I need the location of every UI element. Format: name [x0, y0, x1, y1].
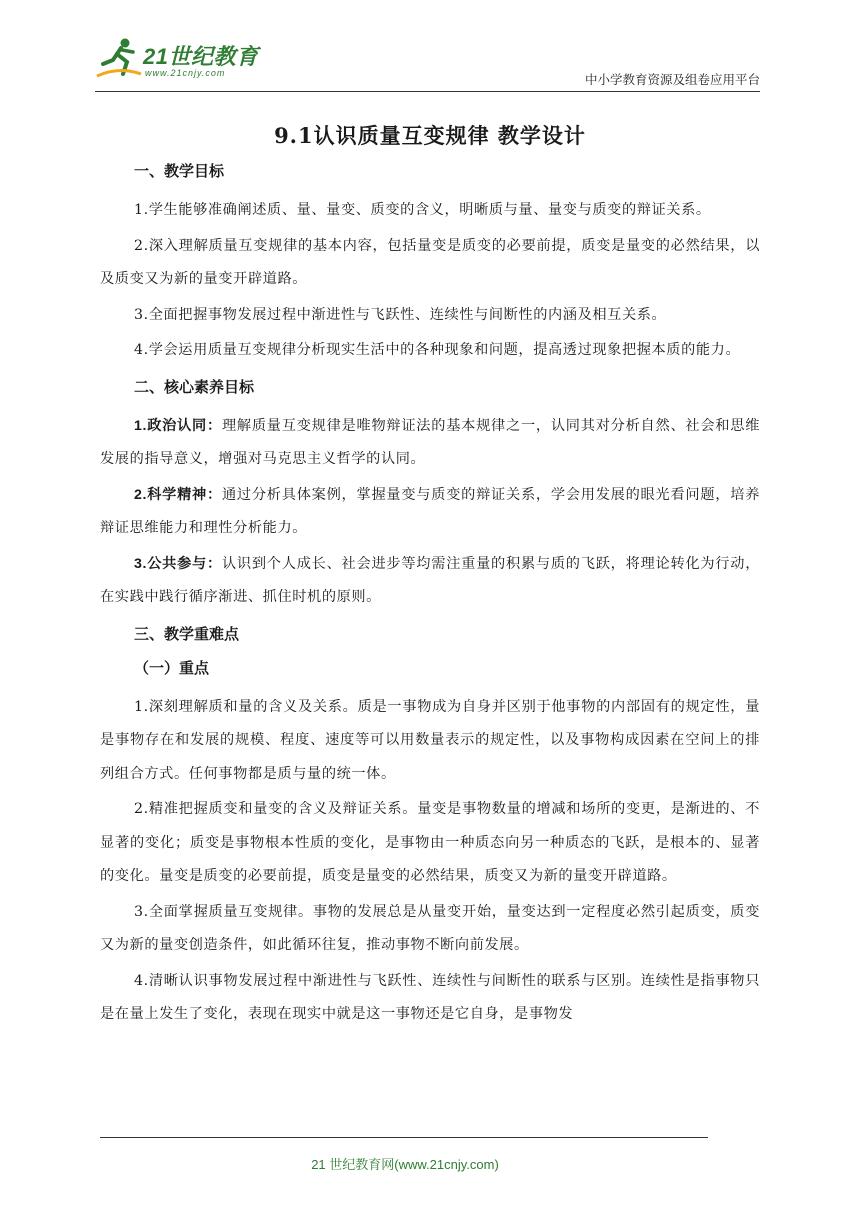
section-heading-key-points: 三、教学重难点	[134, 625, 240, 643]
paragraph: 4.学会运用质量互变规律分析现实生活中的各种现象和问题，提高透过现象把握本质的能力。	[134, 342, 741, 358]
paragraph: 2.深入理解质量互变规律的基本内容，包括量变是质变的必要前提，质变是量变的必然结果，以及质变又为新的量变开辟道路。	[100, 237, 760, 287]
paragraph: 2.精准把握质变和量变的含义及辩证关系。量变是事物数量的增减和场所的变更，是渐进的、不显著的变化；质变是事物根本性质的变化，是事物由一种质态向另一种质态的飞跃，是根本的、显著的变化。量变是质变的必要前提，质变是量变的必然结果，质变又为新的量变开辟道路。	[100, 801, 760, 884]
document-title: 9.1认识质量互变规律 教学设计	[274, 123, 586, 148]
paragraph	[100, 479, 760, 546]
paragraph: 1.学生能够准确阐述质、量、量变、质变的含义，明晰质与量、量变与质变的辩证关系。	[134, 202, 711, 218]
site-logo[interactable]	[95, 36, 265, 82]
paragraph-text: 通过分析具体案例，掌握量变与质变的辩证关系，学会用发展的眼光看问题，培养辩证思维能力和理性分析能力。	[100, 486, 760, 536]
paragraph	[100, 548, 760, 615]
logo-url: www.21cnjy.com	[145, 68, 226, 78]
header-platform-text: 中小学教育资源及组卷应用平台	[584, 73, 760, 87]
paragraph-lead: 2.科学精神：	[134, 486, 222, 503]
paragraph: 3.全面掌握质量互变规律。事物的发展总是从量变开始，量变达到一定程度必然引起质变，质变又为新的量变创造条件，如此循环往复，推动事物不断向前发展。	[100, 903, 760, 953]
logo-text: 21世纪教育	[143, 44, 259, 69]
paragraph-text: 理解质量互变规律是唯物辩证法的基本规律之一，认同其对分析自然、社会和思维发展的指导意义，增强对马克思主义哲学的认同。	[100, 417, 760, 467]
paragraph-lead: 1.政治认同：	[134, 417, 222, 434]
page-header	[95, 30, 760, 94]
section-heading-objectives: 一、教学目标	[134, 163, 225, 180]
paragraph-text: 认识到个人成长、社会进步等均需注重量的积累与质的飞跃，将理论转化为行动，在实践中践行循序渐进、抓住时机的原则。	[100, 555, 760, 605]
footer-divider	[100, 1137, 708, 1138]
header-divider	[95, 91, 760, 92]
footer-link[interactable]: 21 世纪教育网(www.21cnjy.com)	[311, 1157, 499, 1172]
document-body	[100, 160, 760, 1034]
paragraph: 1.深刻理解质和量的含义及关系。质是一事物成为自身并区别于他事物的内部固有的规定性，量是事物存在和发展的规模、程度、速度等可以用数量表示的规定性，以及事物构成因素在空间上的排列组合方式。任何事物都是质与量的统一体。	[100, 698, 760, 782]
paragraph	[100, 410, 760, 477]
runner-logo-icon	[95, 36, 143, 82]
paragraph-lead: 3.公共参与：	[134, 555, 222, 572]
section-heading-core-literacy: 二、核心素养目标	[134, 378, 255, 396]
subsection-heading-focus: （一）重点	[134, 659, 210, 677]
paragraph: 3.全面把握事物发展过程中渐进性与飞跃性、连续性与间断性的内涵及相互关系。	[134, 306, 667, 323]
paragraph: 4.清晰认识事物发展过程中渐进性与飞跃性、连续性与间断性的联系与区别。连续性是指事物只是在量上发生了变化，表现在现实中就是这一事物还是它自身，是事物发	[100, 972, 760, 1022]
